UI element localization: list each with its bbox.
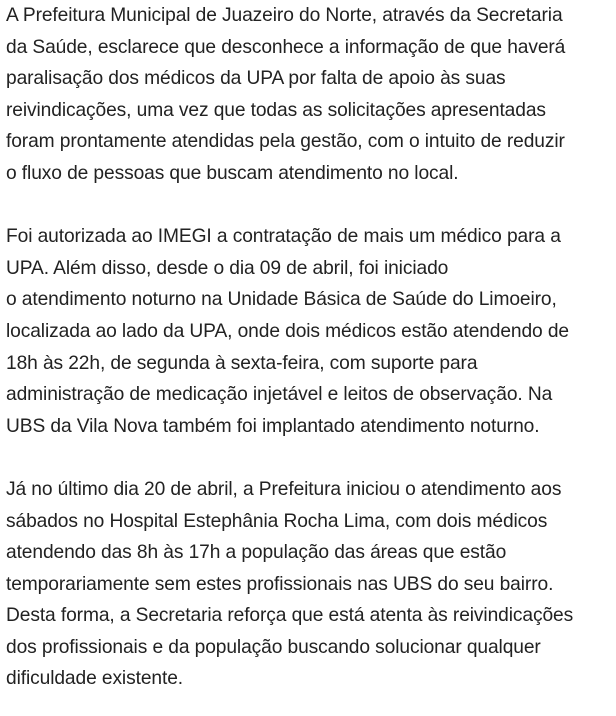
paragraph-line: Foi autorizada ao IMEGI a contratação de mais um médico para a <box>6 226 561 248</box>
paragraph-line: paralisação dos médicos da UPA por falta de apoio às suas <box>6 68 506 90</box>
paragraph-line: UPA. Além disso, desde o dia 09 de abril, foi iniciado <box>6 257 449 279</box>
paragraph-line: localizada ao lado da UPA, onde dois médicos estão atendendo de <box>6 320 569 342</box>
paragraph-line: Desta forma, a Secretaria reforça que está atenta às reivindicações <box>6 605 574 627</box>
paragraph-1 <box>6 0 614 190</box>
paragraph-line: da Saúde, esclarece que desconhece a informação de que haverá <box>6 36 566 58</box>
paragraph-line: reivindicações, uma vez que todas as solicitações apresentadas <box>6 99 546 121</box>
paragraph-line: dificuldade existente. <box>6 668 183 690</box>
paragraph-line: UBS da Vila Nova também foi implantado atendimento noturno. <box>6 415 540 437</box>
paragraph-line: 18h às 22h, de segunda à sexta-feira, com suporte para <box>6 352 478 374</box>
paragraph-line: dos profissionais e da população buscando solucionar qualquer <box>6 636 541 658</box>
paragraph-line: o fluxo de pessoas que buscam atendimento no local. <box>6 162 459 184</box>
paragraph-line: sábados no Hospital Estephânia Rocha Lima, com dois médicos <box>6 510 548 532</box>
paragraph-line: temporariamente sem estes profissionais nas UBS do seu bairro. <box>6 573 554 595</box>
paragraph-2 <box>6 221 614 442</box>
paragraph-spacer <box>6 190 614 222</box>
paragraph-line: o atendimento noturno na Unidade Básica de Saúde do Limoeiro, <box>6 289 557 311</box>
paragraph-line: Já no último dia 20 de abril, a Prefeitura iniciou o atendimento aos <box>6 478 562 500</box>
paragraph-3 <box>6 474 614 695</box>
paragraph-line: atendendo das 8h às 17h a população das áreas que estão <box>6 542 507 564</box>
paragraph-line: administração de medicação injetável e leitos de observação. Na <box>6 384 553 406</box>
article-body <box>6 0 614 695</box>
paragraph-line: foram prontamente atendidas pela gestão, com o intuito de reduzir <box>6 131 565 153</box>
paragraph-line: A Prefeitura Municipal de Juazeiro do Norte, através da Secretaria <box>6 5 563 26</box>
paragraph-spacer <box>6 442 614 474</box>
